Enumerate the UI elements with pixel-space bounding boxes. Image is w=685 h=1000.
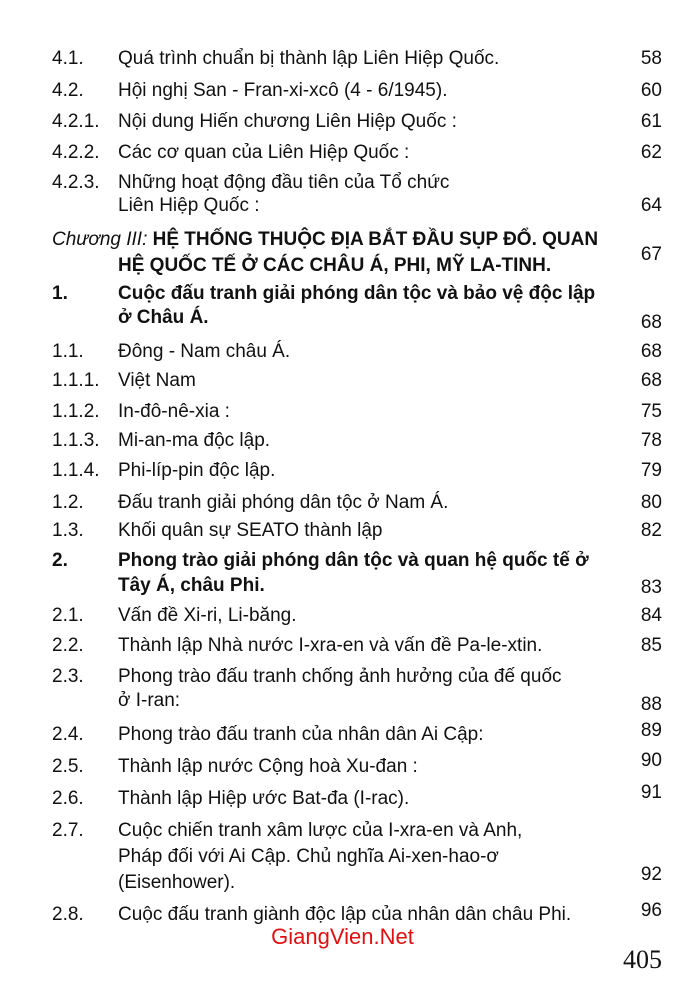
- entry-page: 62: [640, 142, 662, 163]
- entry-title-line2: ở Châu Á.: [118, 307, 209, 328]
- entry-title: Đông - Nam châu Á.: [118, 341, 291, 362]
- entry-page: 90: [640, 750, 662, 771]
- entry-number: 2.2.: [52, 635, 84, 656]
- entry-page: 67: [640, 244, 662, 265]
- entry-title-line1: Cuộc đấu tranh giải phóng dân tộc và bảo vệ độc lập: [118, 283, 596, 304]
- entry-title: Mi-an-ma độc lập.: [118, 430, 271, 451]
- entry-title-line1: Phong trào đấu tranh chống ảnh hưởng của đế quốc: [118, 666, 562, 687]
- entry-page: 92: [640, 864, 662, 885]
- chapter-title-line1: HỆ THỐNG THUỘC ĐỊA BẮT ĐẦU SỤP ĐỔ. QUAN: [152, 229, 599, 250]
- entry-title: Phi-líp-pin độc lập.: [118, 460, 276, 481]
- entry-title: Các cơ quan của Liên Hiệp Quốc :: [118, 142, 410, 163]
- entry-page: 88: [640, 694, 662, 715]
- entry-title: Việt Nam: [118, 370, 196, 391]
- entry-number: 2.8.: [52, 904, 84, 925]
- entry-title-line2: ở I-ran:: [118, 690, 181, 711]
- entry-page: 84: [640, 605, 662, 626]
- entry-page: 68: [640, 370, 662, 391]
- entry-number: 2.5.: [52, 756, 84, 777]
- entry-title: Vấn đề Xi-ri, Li-băng.: [118, 605, 297, 626]
- entry-title: Khối quân sự SEATO thành lập: [118, 520, 383, 541]
- entry-title: In-đô-nê-xia :: [118, 401, 230, 422]
- entry-number: 1.: [52, 283, 68, 304]
- entry-number: 2.1.: [52, 605, 84, 626]
- entry-page: 89: [640, 720, 662, 741]
- entry-number: 4.1.: [52, 48, 84, 69]
- entry-title-line2: Liên Hiệp Quốc :: [118, 195, 260, 216]
- entry-page: 78: [640, 430, 662, 451]
- entry-page: 60: [640, 80, 662, 101]
- chapter-label: Chương III:: [52, 229, 148, 250]
- entry-number: 4.2.: [52, 80, 84, 101]
- entry-page: 61: [640, 111, 662, 132]
- entry-title: Hội nghị San - Fran-xi-xcô (4 - 6/1945).: [118, 80, 448, 101]
- entry-title-line1: Những hoạt động đầu tiên của Tổ chức: [118, 172, 450, 193]
- entry-title: Thành lập Hiệp ước Bat-đa (I-rac).: [118, 788, 410, 809]
- entry-number: 1.1.2.: [52, 401, 100, 422]
- entry-title: Đấu tranh giải phóng dân tộc ở Nam Á.: [118, 492, 449, 513]
- entry-number: 1.1.: [52, 341, 84, 362]
- entry-title: Thành lập Nhà nước I-xra-en và vấn đề Pa-le-xtin.: [118, 635, 543, 656]
- entry-title-line1: Phong trào giải phóng dân tộc và quan hệ quốc tế ở: [118, 550, 589, 571]
- entry-page: 64: [640, 195, 662, 216]
- entry-page: 68: [640, 341, 662, 362]
- entry-number: 4.2.1.: [52, 111, 100, 132]
- entry-number: 1.1.4.: [52, 460, 100, 481]
- entry-number: 2.: [52, 550, 68, 571]
- entry-page: 58: [640, 48, 662, 69]
- entry-page: 83: [640, 577, 662, 598]
- entry-number: 1.2.: [52, 492, 84, 513]
- entry-page: 68: [640, 312, 662, 333]
- page-number: 405: [623, 945, 662, 974]
- entry-page: 80: [640, 492, 662, 513]
- entry-page: 91: [640, 782, 662, 803]
- entry-title-line3: (Eisenhower).: [118, 872, 236, 893]
- entry-page: 75: [640, 401, 662, 422]
- chapter-title-line2: HỆ QUỐC TẾ Ở CÁC CHÂU Á, PHI, MỸ LA-TINH.: [118, 255, 552, 276]
- entry-title: Quá trình chuẩn bị thành lập Liên Hiệp Quốc.: [118, 48, 500, 69]
- watermark-text: GiangVien.Net: [271, 924, 414, 949]
- entry-number: 1.1.3.: [52, 430, 100, 451]
- entry-number: 2.4.: [52, 724, 84, 745]
- entry-title: Nội dung Hiến chương Liên Hiệp Quốc :: [118, 111, 457, 132]
- entry-number: 2.6.: [52, 788, 84, 809]
- entry-number: 2.7.: [52, 820, 84, 841]
- entry-title-line2: Pháp đối với Ai Cập. Chủ nghĩa Ai-xen-hao-ơ: [118, 846, 499, 867]
- entry-page: 79: [640, 460, 662, 481]
- entry-title: Cuộc đấu tranh giành độc lập của nhân dân châu Phi.: [118, 904, 572, 925]
- entry-number: 2.3.: [52, 666, 84, 687]
- entry-page: 85: [640, 635, 662, 656]
- entry-title-line2: Tây Á, châu Phi.: [118, 575, 265, 596]
- entry-page: 82: [640, 520, 662, 541]
- entry-title: Phong trào đấu tranh của nhân dân Ai Cập:: [118, 724, 484, 745]
- entry-number: 4.2.2.: [52, 142, 100, 163]
- entry-title-line1: Cuộc chiến tranh xâm lược của I-xra-en và Anh,: [118, 820, 523, 841]
- entry-title: Thành lập nước Cộng hoà Xu-đan :: [118, 756, 418, 777]
- entry-number: 1.3.: [52, 520, 84, 541]
- entry-number: 4.2.3.: [52, 172, 100, 193]
- entry-number: 1.1.1.: [52, 370, 100, 391]
- entry-page: 96: [640, 900, 662, 921]
